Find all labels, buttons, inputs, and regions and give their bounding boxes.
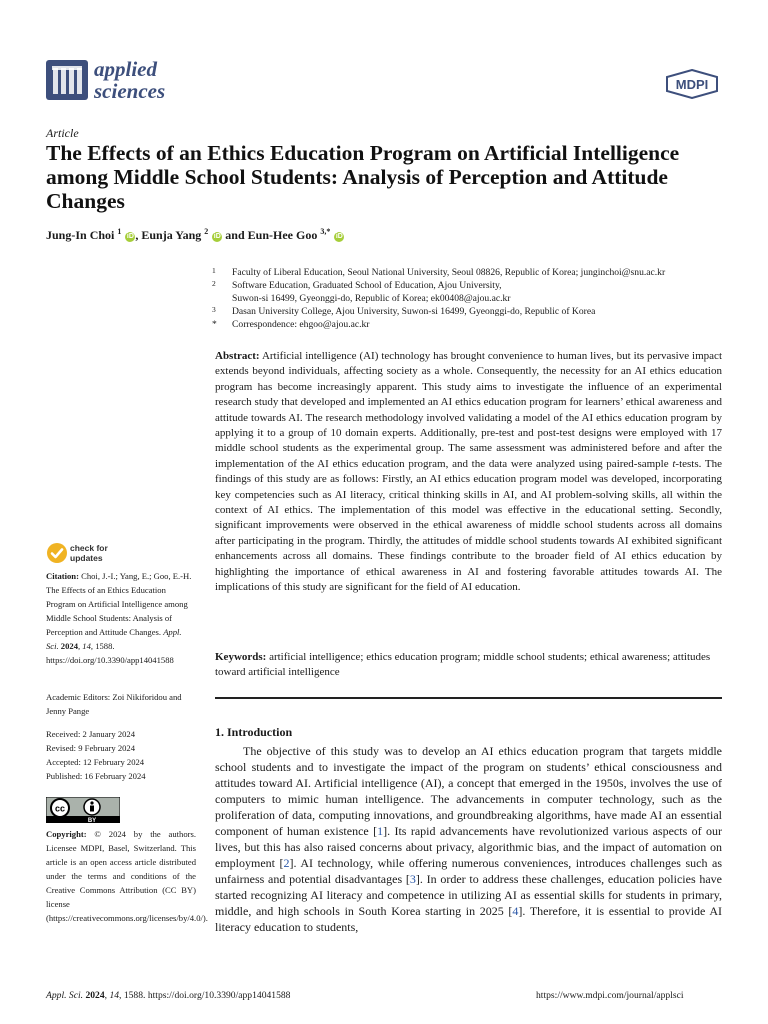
affiliation-item: 1 Faculty of Liberal Education, Seoul National University, Seoul 08826, Republic of Korea; junginchoi@snu.ac.kr [212,266,666,278]
journal-name: applied sciences [94,57,166,103]
date-received: Received: 2 January 2024 [46,729,136,739]
section-heading: 1. Introduction [215,725,293,739]
section-divider [215,697,722,699]
orcid-icon[interactable]: iD [126,233,134,240]
author-list: Jung-In Choi $^1$ iD , Eunja Yang $^2$ iD and Eun-Hee Goo $^{3,*}$ iD [46,227,343,242]
citation-block: Citation: Choi, J.-I.; Yang, E.; Goo, E.-H. The Effects of an Ethics Education Program on Artificial Intelligence among Middle School Students: Analysis of Perception and Attitude Changes. Appl. Sci. 2024, 14, 1588. https://doi.org/10.3390/app14041588 [46,571,192,665]
citation-link[interactable]: 4 [512,904,519,918]
footer-journal-url[interactable]: https://www.mdpi.com/journal/applsci [536,990,684,1001]
body-text: ]. Its rapid advancements have revolutionized various aspects of our lives, but this has also raised concerns about privacy, algorithmic bias, and the impact of automation on employment [ [215,824,722,870]
orcid-icon[interactable]: iD [213,233,221,240]
affiliation-item: 2 Software Education, Graduated School of Education, Ajou University, Suwon-si 16499, Gyeonggi-do, Republic of Korea; ek00408@ajou.ac.kr [212,279,511,304]
author-affiliation-mark: 3,* [320,227,331,236]
author-name[interactable]: Eunja Yang [141,228,202,242]
author-affiliation-mark: 1 [117,227,122,236]
citation-link[interactable]: 3 [409,872,416,886]
svg-text:BY: BY [87,818,97,823]
article-type: Article [46,126,79,140]
svg-text:cc: cc [54,803,66,814]
mdpi-logo [666,69,718,99]
keywords: Keywords: artificial intelligence; ethics education program; middle school students; ethical awareness; attitudes toward artificial intelligence [215,651,711,679]
body-text: ]. AI technology, while offering numerous conveniences, introduces challenges such as unfairness and potential disadvantages [ [215,856,722,886]
author-name[interactable]: Jung-In Choi [46,228,115,242]
copyright-notice: Copyright: © 2024 by the authors. Licensee MDPI, Basel, Switzerland. This article is an open access article distributed under the terms and conditions of the Creative Commons Attribution (CC BY) license (https://creativecommons.org/licenses/by/4.0/). [46,829,208,923]
body-text: The objective of this study was to develop an AI ethics education program that targets middle school students and to investigate the impact of the program on students’ ethical consciousness and attitudes toward AI. Artificial intelligence (AI), a concept that emerged in the 1950s, involves the use of computers to mimic human intelligence. The advancements in computer technology, such as the proliferation of data, computing innovations, and groundbreaking algorithms, have made AI an essential component of human existence [ [215,744,722,838]
svg-text:MDPI: MDPI [675,77,709,92]
affiliation-item: 3 Dasan University College, Ajou University, Suwon-si 16499, Gyeonggi-do, Republic of Korea [212,305,596,317]
citation-link[interactable]: 2 [283,856,290,870]
citation-link[interactable]: 1 [377,824,384,838]
footer-citation: Appl. Sci. 2024, 14, 1588. https://doi.org/10.3390/app14041588 [46,990,291,1001]
check-for-updates-icon[interactable] [46,542,68,564]
body-text: ]. In order to address these challenges, education policies have started recognizing AI literacy and competence in utilizing AI as essential skills for students in primary, middle, and high schools in South Korea starting in 2025 [ [215,872,722,918]
check-for-updates-label[interactable]: check for updates [70,543,108,563]
publication-dates [46,727,196,783]
date-published: Published: 16 February 2024 [46,771,146,781]
author-name[interactable]: Eun-Hee Goo [247,228,318,242]
date-revised: Revised: 9 February 2024 [46,743,136,753]
abstract: Abstract: Artificial intelligence (AI) technology has brought convenience to human lives, but its pervasive impact extends beyond individuals, affecting society as a whole. Consequently, the necessity for an AI ethics education program has become increasingly apparent. This study aims to investigate the influence of an experimental research study that developed and implemented an AI ethics education program for learners’ ethical awareness and attitude towards AI. The research methodology involved validating a model of the AI ethics education program by applying it to a group of 10 domain experts. Additionally, pre-test and post-test designs were employed with 17 middle school students as the experimental group. The same assessment was administered before and after the implementation of the AI ethics education program, and the data were analyzed using paired-sample t-tests. The findings of this study are as follows: Firstly, an AI ethics education program model was developed, incorporating key competencies such as AI literacy, critical thinking skills in AI, and AI problem-solving skills, all within the context of AI ethics. The implementation of this model was effective in the educational setting. Secondly, significant improvements were observed in the ethical awareness of middle school students across all domains after participating in the program. Thirdly, the attitudes of middle school students towards AI exhibited significant enhancements across all domains. These findings contribute to the broader field of AI ethics education by highlighting the importance of ethical awareness in AI and fostering favorable attitudes towards AI. The implications of this study are significant for the field of AI education. [215,350,722,594]
cc-by-license-icon[interactable] [46,797,120,823]
orcid-icon[interactable]: iD [335,233,343,240]
academic-editors: Academic Editors: Zoi Nikiforidou and Jenny Pange [46,692,182,716]
correspondence: * Correspondence: ehgoo@ajou.ac.kr [212,319,370,330]
paper-title: The Effects of an Ethics Education Program on Artificial Intelligence among Middle School Students: Analysis of Perception and Attitude Changes [46,141,680,213]
date-accepted: Accepted: 12 February 2024 [46,757,145,767]
affiliations [212,266,732,331]
journal-logo-icon [46,60,88,100]
body-text: ]. Therefore, it is essential to provide AI literacy education to students, [215,904,722,934]
author-affiliation-mark: 2 [204,227,209,236]
introduction-paragraph [215,743,722,935]
